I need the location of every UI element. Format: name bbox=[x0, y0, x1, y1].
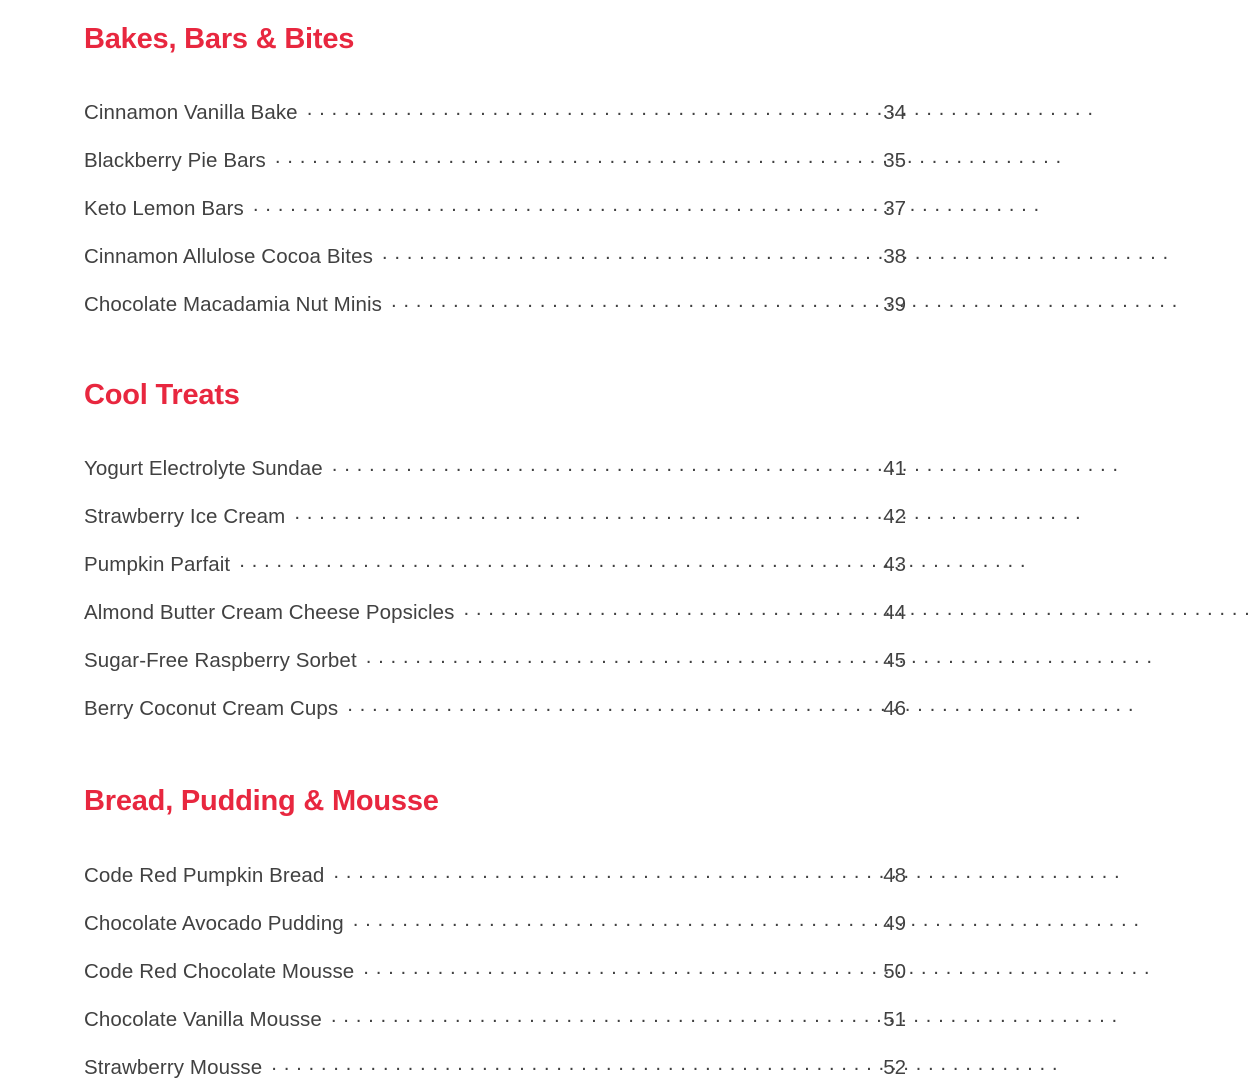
toc-entry-page-number: 42 bbox=[883, 505, 906, 528]
toc-entry[interactable] bbox=[84, 637, 906, 685]
toc-entry[interactable] bbox=[84, 541, 906, 589]
toc-entry-title: Code Red Pumpkin Bread bbox=[84, 864, 325, 887]
dot-leader bbox=[271, 1058, 874, 1074]
dot-leader bbox=[239, 555, 874, 571]
toc-section bbox=[84, 733, 906, 1092]
toc-entry[interactable] bbox=[84, 445, 906, 493]
dot-leader bbox=[391, 295, 874, 311]
toc-entry[interactable] bbox=[84, 589, 906, 637]
toc-entry-page-number: 52 bbox=[883, 1056, 906, 1079]
toc-entry-title: Pumpkin Parfait bbox=[84, 553, 231, 576]
dot-leader bbox=[275, 151, 874, 167]
dot-leader bbox=[464, 603, 875, 619]
toc-entry-page-number: 44 bbox=[883, 601, 906, 624]
dot-leader bbox=[363, 962, 874, 978]
toc-entry-page-number: 37 bbox=[883, 197, 906, 220]
dot-leader bbox=[294, 507, 874, 523]
toc-entry-title: Cinnamon Vanilla Bake bbox=[84, 101, 298, 124]
toc-entry-page-number: 41 bbox=[883, 457, 906, 480]
toc-entry-title: Cinnamon Allulose Cocoa Bites bbox=[84, 245, 373, 268]
dot-leader bbox=[332, 459, 874, 475]
toc-entry-title: Chocolate Macadamia Nut Minis bbox=[84, 293, 382, 316]
toc-entry[interactable] bbox=[84, 89, 906, 137]
toc-entry-page-number: 43 bbox=[883, 553, 906, 576]
dot-leader bbox=[331, 1010, 874, 1026]
section-heading: Bakes, Bars & Bites bbox=[84, 23, 355, 55]
toc-entry[interactable] bbox=[84, 281, 906, 329]
toc-entry-title: Chocolate Avocado Pudding bbox=[84, 912, 344, 935]
toc-entry[interactable] bbox=[84, 185, 906, 233]
toc-entry-page-number: 39 bbox=[883, 293, 906, 316]
toc-entry-title: Strawberry Mousse bbox=[84, 1056, 263, 1079]
toc-entry-title: Strawberry Ice Cream bbox=[84, 505, 286, 528]
toc-entry-page-number: 50 bbox=[883, 960, 906, 983]
toc-section bbox=[84, 0, 906, 329]
section-heading: Cool Treats bbox=[84, 379, 240, 411]
section-heading: Bread, Pudding & Mousse bbox=[84, 785, 439, 817]
toc-entry[interactable] bbox=[84, 852, 906, 900]
toc-entry-page-number: 45 bbox=[883, 649, 906, 672]
toc-entry[interactable] bbox=[84, 685, 906, 733]
dot-leader bbox=[333, 866, 874, 882]
toc-entry-title: Almond Butter Cream Cheese Popsicles bbox=[84, 601, 455, 624]
dot-leader bbox=[253, 199, 874, 215]
toc-section bbox=[84, 329, 906, 733]
toc-entry[interactable] bbox=[84, 900, 906, 948]
toc-entry-page-number: 34 bbox=[883, 101, 906, 124]
toc-entry-title: Chocolate Vanilla Mousse bbox=[84, 1008, 322, 1031]
toc-entry-page-number: 51 bbox=[883, 1008, 906, 1031]
toc-entry-title: Blackberry Pie Bars bbox=[84, 149, 266, 172]
toc-entry-list bbox=[84, 445, 906, 733]
toc-entry[interactable] bbox=[84, 996, 906, 1044]
dot-leader bbox=[366, 651, 874, 667]
toc-entry[interactable] bbox=[84, 948, 906, 996]
dot-leader bbox=[382, 247, 874, 263]
toc-entry-page-number: 49 bbox=[883, 912, 906, 935]
toc-entry-title: Berry Coconut Cream Cups bbox=[84, 697, 339, 720]
dot-leader bbox=[353, 914, 874, 930]
toc-entry-title: Yogurt Electrolyte Sundae bbox=[84, 457, 323, 480]
toc-entry-page-number: 48 bbox=[883, 864, 906, 887]
toc-entry[interactable] bbox=[84, 493, 906, 541]
toc-entry[interactable] bbox=[84, 233, 906, 281]
dot-leader bbox=[307, 103, 874, 119]
toc-entry-title: Sugar-Free Raspberry Sorbet bbox=[84, 649, 357, 672]
dot-leader bbox=[347, 699, 874, 715]
toc-entry-list bbox=[84, 89, 906, 329]
toc-entry[interactable] bbox=[84, 137, 906, 185]
toc-entry-page-number: 35 bbox=[883, 149, 906, 172]
toc-entry-list bbox=[84, 852, 906, 1092]
toc-entry-title: Code Red Chocolate Mousse bbox=[84, 960, 355, 983]
toc-entry-page-number: 38 bbox=[883, 245, 906, 268]
toc-entry-page-number: 46 bbox=[883, 697, 906, 720]
toc-entry-title: Keto Lemon Bars bbox=[84, 197, 244, 220]
toc-entry[interactable] bbox=[84, 1044, 906, 1092]
